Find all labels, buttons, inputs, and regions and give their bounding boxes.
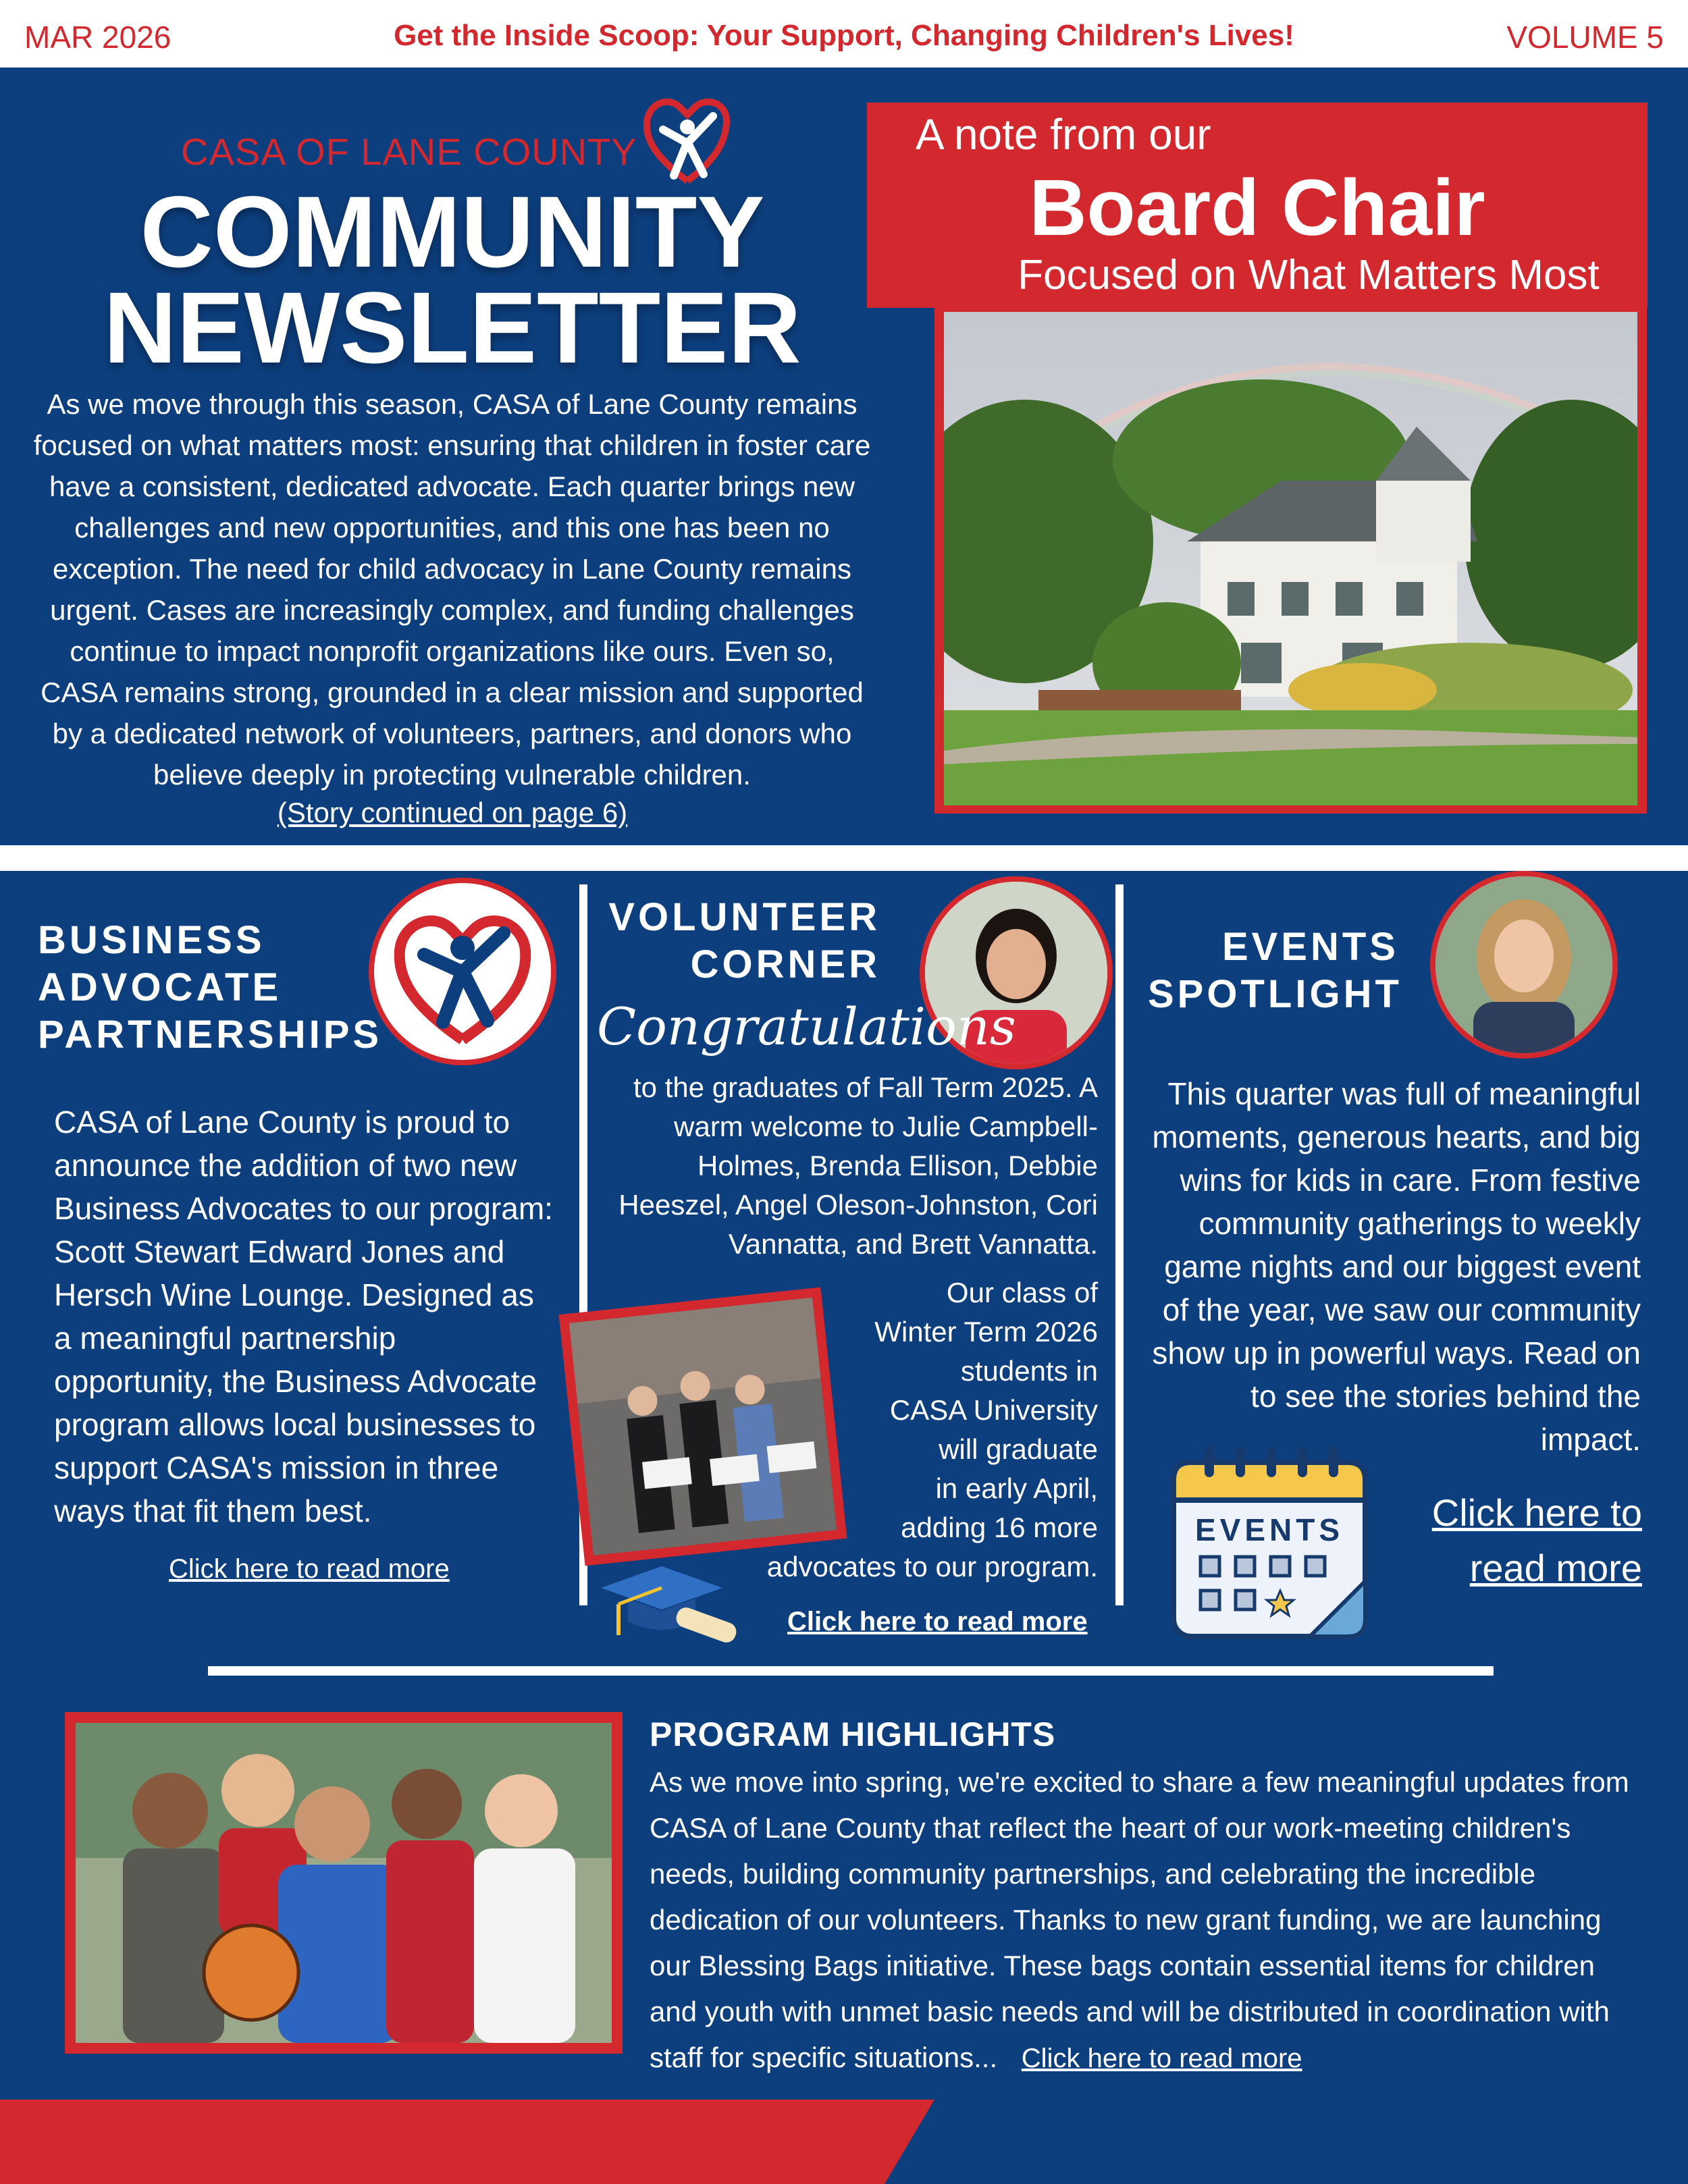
highlights-read-more-link[interactable]: Click here to read more [1021, 2044, 1302, 2073]
graduation-cap-icon [594, 1557, 743, 1651]
decorative-red-banner [0, 2100, 945, 2184]
issue-volume: VOLUME 5 [1506, 20, 1664, 55]
business-section-title: BUSINESS ADVOCATE PARTNERSHIPS [38, 918, 383, 1057]
issue-date: MAR 2026 [24, 20, 172, 55]
events-section-title: EVENTS SPOTLIGHT [1148, 925, 1402, 1016]
volunteer-section-title: VOLUNTEER CORNER [608, 895, 880, 986]
volunteer-graduates-text: to the graduates of Fall Term 2025. A warm welcome to Julie Campbell-Holmes, Brenda Ellison, Debbie Heeszel, Angel Oleson-Johnston, Cori Vannatta, and Brett Vannatta. [618, 1071, 1098, 1260]
highlights-title: PROGRAM HIGHLIGHTS [650, 1715, 1056, 1753]
casa-heart-logo-icon [374, 883, 551, 1060]
masthead-title-line1: COMMUNITY [140, 175, 765, 288]
business-paragraph: CASA of Lane County is proud to announce the addition of two new Business Advocates to our program: Scott Stewart Edward Jones and Hersch Wine Lounge. Designed as a meaningful partnership opportunity, the Business Advocate program allows local businesses to support CASA's mission in three ways that fit them best. [54, 1104, 553, 1528]
intro-paragraph: As we move through this season, CASA of Lane County remains focused on what matters most: ensuring that children in foster care have a consistent, dedicated advocate. Each quarter brings new challenges and new opportunities, and this one has been no exception. The need for child advocacy in Lane County remains urgent. Cases are increasingly complex, and funding challenges continue to impact nonprofit organizations like ours. Even so, CASA remains strong, grounded in a clear mission and supported by a dedicated network of volunteers, partners, and donors who believe deeply in protecting vulnerable children. [33, 388, 871, 791]
highlights-paragraph: As we move into spring, we're excited to share a few meaningful updates from CASA of Lane County that reflect the heart of our work-meeting children's needs, building community partnerships, and celebrating the incredible dedication of our volunteers. Thanks to new grant funding, we are launching our Blessing Bags initiative. These bags contain essential items for children and youth with unmet basic needs and will be distributed in coordination with staff for specific situations... Click here to read more [650, 1766, 1629, 2073]
top-banner [0, 0, 1688, 68]
congratulations-script: Congratulations [597, 996, 1016, 1057]
events-read-more-link[interactable]: Click here to read more [1431, 1491, 1642, 1589]
calendar-icon [1168, 1442, 1371, 1642]
volunteer-winter-term-text: Our class of Winter Term 2026 students in CASA University will graduate in early April, adding 16 more advocates to our program. [766, 1277, 1098, 1582]
masthead-title-line2: NEWSLETTER [103, 271, 801, 384]
program-divider [208, 1666, 1494, 1676]
kids-photo [76, 1723, 612, 2043]
board-chair-subtitle: Focused on What Matters Most [1018, 252, 1600, 298]
tagline: Get the Inside Scoop: Your Support, Changing Children's Lives! [394, 19, 1294, 52]
events-portrait [1430, 871, 1618, 1059]
section-divider [0, 845, 1688, 871]
events-paragraph: This quarter was full of meaningful moments, generous hearts, and big wins for kids in care. From festive community gatherings to weekly game nights and our biggest event of the year, we saw our community show up in powerful ways. Read on to see the stories behind the impact. [1152, 1076, 1641, 1457]
board-chair-kicker: A note from our [916, 110, 1211, 159]
story-continued-link[interactable]: (Story continued on page 6) [277, 797, 628, 828]
casa-logo-badge [369, 878, 556, 1065]
casa-heart-logo-icon [640, 88, 735, 189]
organization-name: CASA OF LANE COUNTY [181, 130, 637, 173]
graduates-photo [559, 1287, 847, 1566]
house-photo [944, 312, 1637, 805]
volunteer-read-more-link[interactable]: Click here to read more [787, 1607, 1088, 1636]
business-read-more-link[interactable]: Click here to read more [169, 1554, 450, 1584]
column-divider-right [1115, 884, 1124, 1605]
calendar-icon-label: EVENTS [1194, 1512, 1344, 1547]
board-chair-title: Board Chair [1029, 163, 1485, 252]
graduates-photo-frame [559, 1287, 847, 1566]
